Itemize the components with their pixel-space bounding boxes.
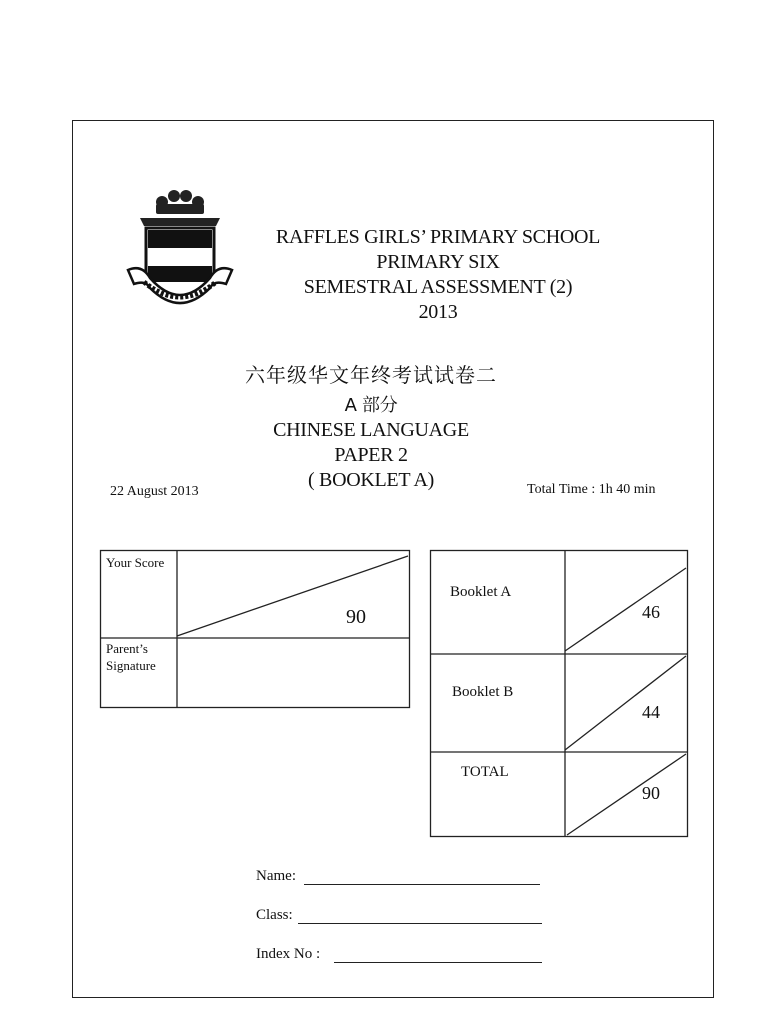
booklet-a-label: Booklet A: [450, 584, 512, 600]
score-diagonal: [177, 556, 408, 636]
exam-date: 22 August 2013: [110, 484, 199, 499]
index-label: Index No :: [256, 946, 321, 962]
subject: CHINESE LANGUAGE: [273, 419, 469, 441]
crown-icon: [156, 190, 204, 214]
level: PRIMARY SIX: [376, 251, 500, 273]
max-score: 90: [346, 606, 366, 628]
your-score-label: Your Score: [106, 555, 165, 570]
year: 2013: [418, 301, 458, 323]
section-label: A 部分: [344, 395, 398, 416]
school-name: RAFFLES GIRLS’ PRIMARY SCHOOL: [275, 226, 601, 248]
name-field[interactable]: [304, 884, 540, 885]
class-label: Class:: [256, 907, 293, 923]
booklet-a-max: 46: [642, 602, 660, 622]
assessment-title: SEMESTRAL ASSESSMENT (2): [303, 276, 573, 298]
index-field[interactable]: [334, 962, 542, 963]
class-field[interactable]: [298, 923, 542, 924]
chinese-title: 六年级华文年终考试试卷二: [245, 363, 497, 387]
booklet-b-label: Booklet B: [452, 684, 514, 700]
score-table: [100, 550, 410, 708]
total-label: TOTAL: [461, 764, 509, 780]
total-max: 90: [642, 783, 660, 803]
parent-signature-label: Parent’s Signature: [106, 641, 156, 673]
booklet-score-table: [430, 550, 688, 837]
paper-number: PAPER 2: [334, 444, 408, 466]
school-crest-icon: [122, 184, 238, 316]
total-time: Total Time : 1h 40 min: [527, 482, 656, 497]
parent-signature-field[interactable]: [180, 642, 406, 704]
booklet-b-max: 44: [642, 702, 660, 722]
name-label: Name:: [256, 868, 296, 884]
booklet-label: ( BOOKLET A): [307, 469, 435, 491]
